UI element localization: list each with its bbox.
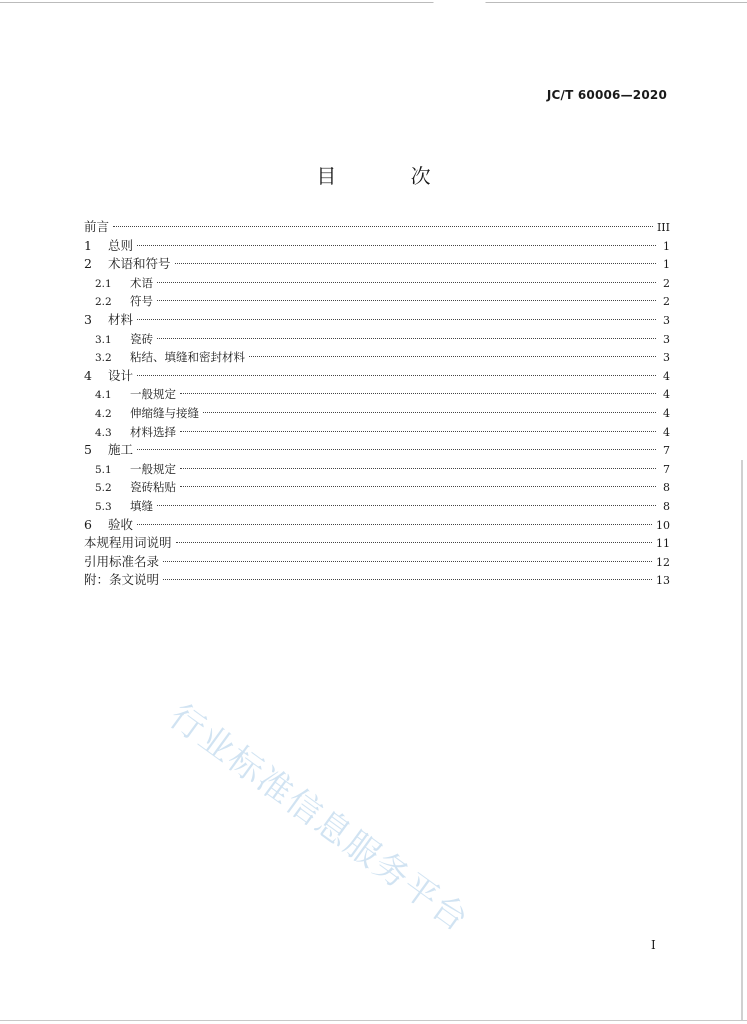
toc-entry-page: 3	[663, 313, 670, 327]
toc-entry-page: 8	[663, 499, 670, 513]
toc-entry[interactable]	[84, 478, 670, 497]
toc-entry-title: 一般规定	[130, 387, 176, 402]
toc-entry[interactable]	[84, 348, 670, 367]
toc-entry-number: 3	[84, 311, 92, 327]
toc-entry-number: 4.2	[95, 407, 112, 420]
toc-entry-page: 7	[663, 462, 670, 476]
toc-dot-leader	[163, 561, 652, 562]
toc-dot-leader	[113, 226, 653, 227]
toc-entry-title: 粘结、填缝和密封材料	[130, 350, 245, 365]
scan-border-right	[741, 460, 743, 1020]
toc-entry-title: 总则	[108, 237, 134, 253]
toc-dot-leader	[203, 412, 656, 413]
toc-entry-number: 2.1	[95, 277, 112, 290]
toc-entry-title: 瓷砖粘贴	[130, 480, 176, 495]
toc-entry[interactable]	[84, 237, 670, 256]
toc-dot-leader	[249, 356, 656, 357]
toc-entry[interactable]	[84, 460, 670, 479]
toc-dot-leader	[137, 524, 652, 525]
toc-entry[interactable]	[84, 255, 670, 274]
toc-entry[interactable]	[84, 292, 670, 311]
toc-entry-page: 2	[663, 276, 670, 290]
scan-border-top	[0, 2, 747, 3]
toc-entry-number: 3.2	[95, 352, 112, 365]
toc-entry-page: III	[656, 221, 670, 234]
toc-entry-title: 验收	[108, 516, 134, 532]
toc-entry-title: 引用标准名录	[84, 553, 160, 569]
toc-entry[interactable]	[84, 367, 670, 386]
toc-dot-leader	[180, 393, 656, 394]
toc-dot-leader	[163, 579, 652, 580]
toc-dot-leader	[137, 245, 656, 246]
toc-entry-number: 4	[84, 367, 92, 383]
toc-entry-title: 符号	[130, 294, 153, 309]
toc-entry-number: 5.2	[95, 482, 112, 495]
toc-entry-page: 3	[663, 351, 670, 365]
toc-entry[interactable]	[84, 441, 670, 460]
toc-entry-number: 2.2	[95, 296, 112, 309]
standard-code: JC/T 60006—2020	[546, 88, 667, 102]
toc-dot-leader	[157, 300, 656, 301]
toc-entry-page: 4	[663, 388, 670, 402]
toc-entry[interactable]	[84, 516, 670, 535]
toc-entry-number: 4.1	[95, 389, 112, 402]
toc-entry-page: 3	[663, 332, 670, 346]
toc-entry-title: 一般规定	[130, 461, 176, 476]
toc-entry-number: 2	[84, 256, 92, 272]
toc-title: 目 次	[316, 164, 465, 188]
toc-entry-title: 填缝	[130, 498, 153, 513]
toc-entry[interactable]	[84, 553, 670, 572]
toc-entry[interactable]	[84, 218, 670, 237]
toc-entry-page: 13	[656, 574, 670, 588]
toc-entry-title: 术语和符号	[108, 256, 171, 272]
toc-dot-leader	[180, 431, 656, 432]
toc-dot-leader	[137, 319, 656, 320]
toc-dot-leader	[180, 468, 656, 469]
toc-entry[interactable]	[84, 534, 670, 553]
toc-entry-page: 1	[663, 258, 670, 272]
table-of-contents	[84, 218, 670, 590]
toc-dot-leader	[180, 486, 656, 487]
toc-entry-title: 附：条文说明	[84, 572, 160, 588]
toc-entry-number: 6	[84, 516, 92, 532]
toc-entry[interactable]	[84, 497, 670, 516]
toc-entry-page: 4	[663, 406, 670, 420]
toc-entry-number: 1	[84, 237, 92, 253]
toc-entry-number: 5.3	[95, 500, 112, 513]
toc-entry-page: 4	[663, 425, 670, 439]
toc-dot-leader	[137, 375, 656, 376]
toc-entry-title: 设计	[108, 367, 134, 383]
toc-entry-number: 4.3	[95, 426, 112, 439]
toc-dot-leader	[176, 542, 652, 543]
toc-entry[interactable]	[84, 274, 670, 293]
toc-entry-page: 2	[663, 295, 670, 309]
toc-entry[interactable]	[84, 385, 670, 404]
toc-entry-number: 5	[84, 442, 92, 458]
toc-entry-title: 材料选择	[130, 424, 176, 439]
scan-border-bottom	[0, 1020, 747, 1021]
toc-entry[interactable]	[84, 571, 670, 590]
toc-entry[interactable]	[84, 404, 670, 423]
toc-entry-title: 瓷砖	[130, 331, 153, 346]
toc-entry-title: 施工	[108, 442, 134, 458]
toc-dot-leader	[175, 263, 656, 264]
toc-entry[interactable]	[84, 330, 670, 349]
toc-entry-page: 10	[656, 518, 670, 532]
toc-entry-page: 11	[656, 537, 670, 551]
watermark: 行业标准信息服务平台	[161, 696, 477, 941]
toc-dot-leader	[157, 338, 656, 339]
toc-entry-page: 7	[663, 444, 670, 458]
toc-dot-leader	[157, 505, 656, 506]
toc-entry[interactable]	[84, 423, 670, 442]
page-number: I	[651, 938, 656, 952]
toc-entry-title: 本规程用词说明	[84, 535, 172, 551]
toc-entry[interactable]	[84, 311, 670, 330]
toc-entry-title: 材料	[108, 311, 134, 327]
toc-entry-page: 8	[663, 481, 670, 495]
toc-entry-title: 伸缩缝与接缝	[130, 405, 199, 420]
toc-entry-title: 前言	[84, 219, 110, 234]
toc-entry-title: 术语	[130, 275, 153, 290]
toc-entry-page: 12	[656, 555, 670, 569]
toc-dot-leader	[137, 449, 656, 450]
toc-dot-leader	[157, 282, 656, 283]
toc-entry-number: 3.1	[95, 333, 112, 346]
toc-entry-page: 4	[663, 369, 670, 383]
toc-entry-number: 5.1	[95, 463, 112, 476]
toc-entry-page: 1	[663, 239, 670, 253]
